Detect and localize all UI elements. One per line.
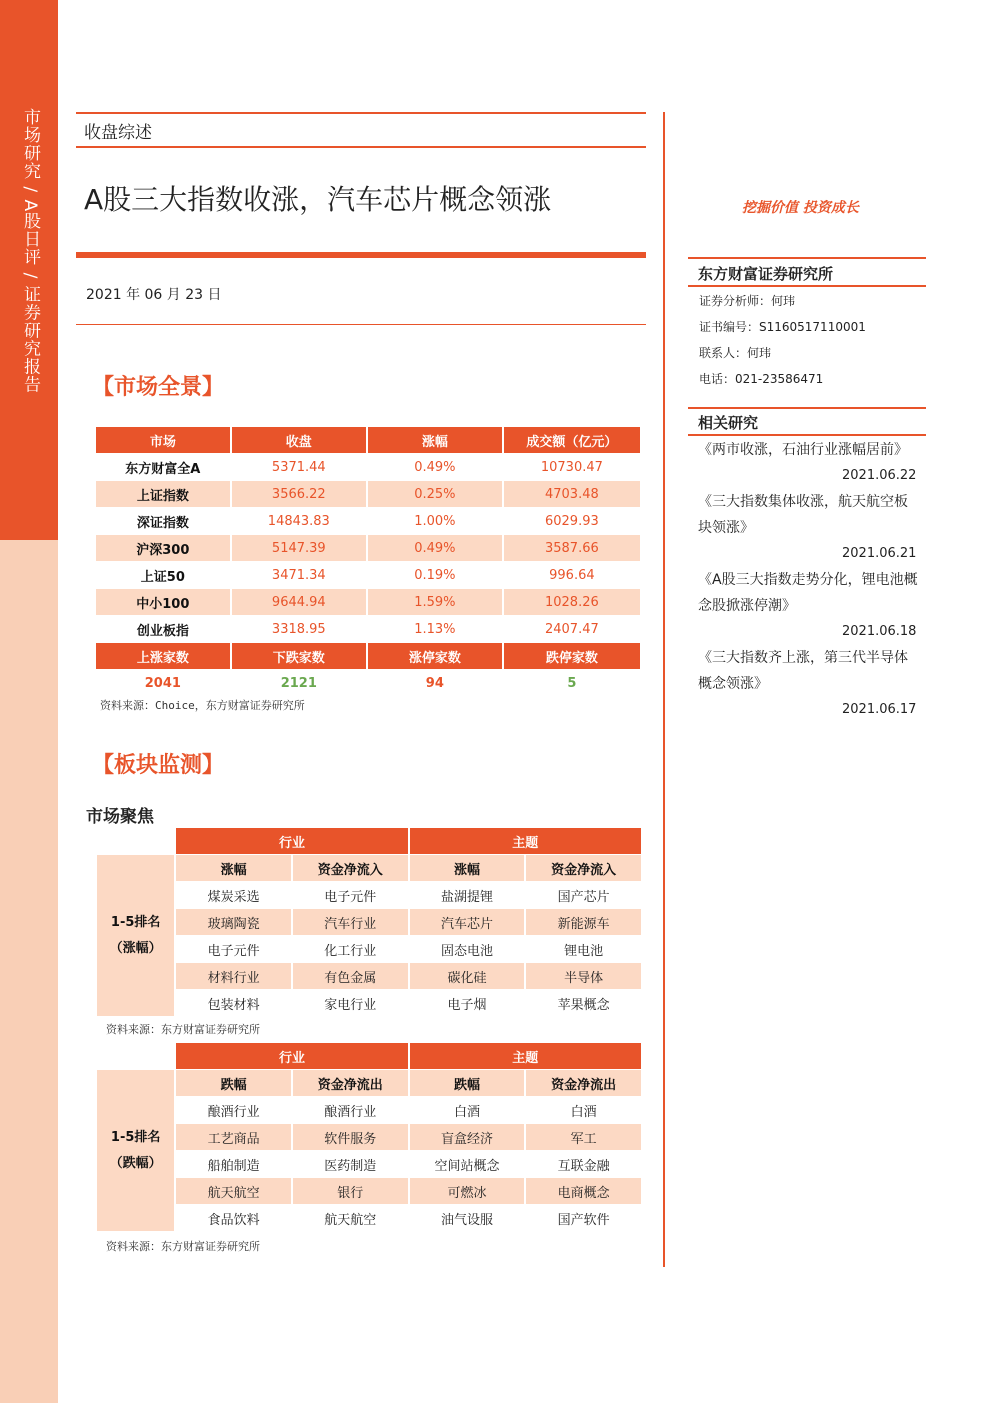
group-header-row [97,828,642,855]
limit-down-count: 5 [503,670,641,697]
change-value: 0.25% [367,481,503,508]
market-source: 资料来源：Choice，东方财富证券研究所 [100,699,305,712]
table-cell: 医药制造 [292,1151,409,1178]
table-cell: 银行 [292,1178,409,1205]
table-row [96,589,641,616]
table-cell: 锂电池 [525,936,642,963]
close-value: 9644.94 [231,589,367,616]
table-cell: 半导体 [525,963,642,990]
sector-losers-table [97,1043,643,1232]
table-cell: 白酒 [525,1097,642,1124]
table-row [96,508,641,535]
count-header-row [96,643,641,670]
blank-cell [97,828,175,855]
change-value: 0.49% [367,454,503,481]
rank-label-line: 1-5排名 [110,1129,161,1145]
column-header: 资金净流出 [292,1070,409,1097]
table-row [96,535,641,562]
table-cell: 电子元件 [175,936,292,963]
column-header: 涨停家数 [367,643,503,670]
column-header: 跌幅 [175,1070,292,1097]
page-title: A股三大指数收涨，汽车芯片概念领涨 [84,183,552,216]
table-cell: 软件服务 [292,1124,409,1151]
table-cell: 材料行业 [175,963,292,990]
turnover-value: 996.64 [503,562,641,589]
sector-heading: 【板块监测】 [92,752,225,778]
losers-source: 资料来源：东方财富证券研究所 [106,1240,260,1253]
change-value: 1.13% [367,616,503,643]
column-header: 下跌家数 [231,643,367,670]
index-name: 中小100 [96,589,231,616]
table-cell: 汽车芯片 [409,909,526,936]
table-cell: 白酒 [409,1097,526,1124]
turnover-value: 1028.26 [503,589,641,616]
table-cell: 可燃冰 [409,1178,526,1205]
market-header-row [96,427,641,454]
index-name: 上证50 [96,562,231,589]
table-cell: 国产芯片 [525,882,642,909]
column-divider [663,112,665,1267]
column-header-row [97,855,642,882]
change-value: 1.00% [367,508,503,535]
table-cell: 盐湖提锂 [409,882,526,909]
table-cell: 船舶制造 [175,1151,292,1178]
table-cell: 包装材料 [175,990,292,1017]
sector-gainers-table [97,828,643,1017]
turnover-value: 4703.48 [503,481,641,508]
column-header: 收盘 [231,427,367,454]
table-cell: 化工行业 [292,936,409,963]
rank-label-line: （涨幅） [109,940,162,956]
report-date: 2021 年 06 月 23 日 [86,287,222,303]
advancers-count: 2041 [96,670,231,697]
table-cell: 酿酒行业 [292,1097,409,1124]
related-report-date: 2021.06.17 [842,702,917,717]
column-header-row [97,1070,642,1097]
contact-info: 联系人：何玮 [699,346,772,360]
rank-label [97,855,175,1017]
table-cell: 新能源车 [525,909,642,936]
related-report-date: 2021.06.18 [842,624,917,639]
table-cell: 军工 [525,1124,642,1151]
related-rule [688,434,926,436]
table-row [97,936,642,963]
institute-rule [688,285,926,287]
table-cell: 航天航空 [292,1205,409,1232]
table-row [96,562,641,589]
group-header: 主题 [409,1043,642,1070]
table-cell: 固态电池 [409,936,526,963]
change-value: 1.59% [367,589,503,616]
column-header: 跌停家数 [503,643,641,670]
close-value: 5371.44 [231,454,367,481]
gainers-source: 资料来源：东方财富证券研究所 [106,1023,260,1036]
column-header: 涨幅 [367,427,503,454]
decliners-count: 2121 [231,670,367,697]
table-cell: 电子元件 [292,882,409,909]
close-value: 3471.34 [231,562,367,589]
related-report-link[interactable]: 《两市收涨，石油行业涨幅居前》 [698,442,908,458]
table-cell: 玻璃陶瓷 [175,909,292,936]
change-value: 0.49% [367,535,503,562]
group-header: 行业 [175,1043,408,1070]
related-rule-top [688,407,926,409]
table-cell: 电商概念 [525,1178,642,1205]
table-cell: 工艺商品 [175,1124,292,1151]
slogan: 挖掘价值 投资成长 [742,200,859,216]
column-header: 资金净流入 [525,855,642,882]
table-cell: 家电行业 [292,990,409,1017]
sidebar-band-light [0,540,58,1403]
index-name: 东方财富全A [96,454,231,481]
date-rule [76,324,646,325]
index-name: 沪深300 [96,535,231,562]
phone-info: 电话：021-23586471 [699,372,824,386]
sidebar-category-text: 市场研究 / A股日评 / 证券研究报告 [20,108,40,394]
index-name: 深证指数 [96,508,231,535]
related-report-link[interactable]: 《A股三大指数走势分化，锂电池概念股掀涨停潮》 [698,572,918,614]
rank-label [97,1070,175,1232]
institute-name: 东方财富证券研究所 [698,265,834,283]
analyst-info: 证券分析师：何玮 [699,294,796,308]
table-row [96,481,641,508]
count-row [96,670,641,697]
table-row [97,1178,642,1205]
column-header: 涨幅 [409,855,526,882]
column-header: 资金净流出 [525,1070,642,1097]
related-report-link[interactable]: 《三大指数齐上涨，第三代半导体概念领涨》 [698,650,908,692]
index-name: 创业板指 [96,616,231,643]
table-row [97,963,642,990]
rank-label-line: （跌幅） [109,1155,162,1171]
close-value: 5147.39 [231,535,367,562]
table-cell: 油气设服 [409,1205,526,1232]
index-name: 上证指数 [96,481,231,508]
header-rule [76,146,646,148]
table-row [97,1151,642,1178]
turnover-value: 6029.93 [503,508,641,535]
table-row [97,882,642,909]
header-rule-top [76,112,646,114]
column-header: 上涨家数 [96,643,231,670]
related-title: 相关研究 [698,414,759,432]
table-cell: 碳化硅 [409,963,526,990]
table-cell: 国产软件 [525,1205,642,1232]
market-heading: 【市场全景】 [92,374,225,400]
table-cell: 电子烟 [409,990,526,1017]
table-row [97,1097,642,1124]
table-row [96,616,641,643]
blank-cell [97,1043,175,1070]
related-report-date: 2021.06.22 [842,468,917,483]
turnover-value: 2407.47 [503,616,641,643]
market-table [96,427,642,697]
group-header: 行业 [175,828,408,855]
table-cell: 互联金融 [525,1151,642,1178]
related-report-date: 2021.06.21 [842,546,917,561]
turnover-value: 3587.66 [503,535,641,562]
table-cell: 航天航空 [175,1178,292,1205]
rank-label-line: 1-5排名 [110,914,161,930]
table-cell: 汽车行业 [292,909,409,936]
column-header: 成交额（亿元） [503,427,641,454]
column-header: 涨幅 [175,855,292,882]
close-value: 3566.22 [231,481,367,508]
table-cell: 有色金属 [292,963,409,990]
column-header: 资金净流入 [292,855,409,882]
turnover-value: 10730.47 [503,454,641,481]
table-row [97,909,642,936]
close-value: 14843.83 [231,508,367,535]
group-header-row [97,1043,642,1070]
limit-up-count: 94 [367,670,503,697]
table-cell: 苹果概念 [525,990,642,1017]
cert-number: 证书编号：S1160517110001 [699,320,866,334]
table-cell: 空间站概念 [409,1151,526,1178]
table-cell: 酿酒行业 [175,1097,292,1124]
market-focus-title: 市场聚焦 [86,807,154,827]
column-header: 市场 [96,427,231,454]
table-row [97,990,642,1017]
group-header: 主题 [409,828,642,855]
table-row [97,1205,642,1232]
institute-rule-top [688,257,926,259]
column-header: 跌幅 [409,1070,526,1097]
table-cell: 食品饮料 [175,1205,292,1232]
table-cell: 煤炭采选 [175,882,292,909]
title-rule [76,252,646,258]
related-report-link[interactable]: 《三大指数集体收涨，航天航空板块领涨》 [698,494,908,536]
table-cell: 盲盒经济 [409,1124,526,1151]
table-row [96,454,641,481]
section-label: 收盘综述 [84,123,152,143]
table-row [97,1124,642,1151]
close-value: 3318.95 [231,616,367,643]
change-value: 0.19% [367,562,503,589]
